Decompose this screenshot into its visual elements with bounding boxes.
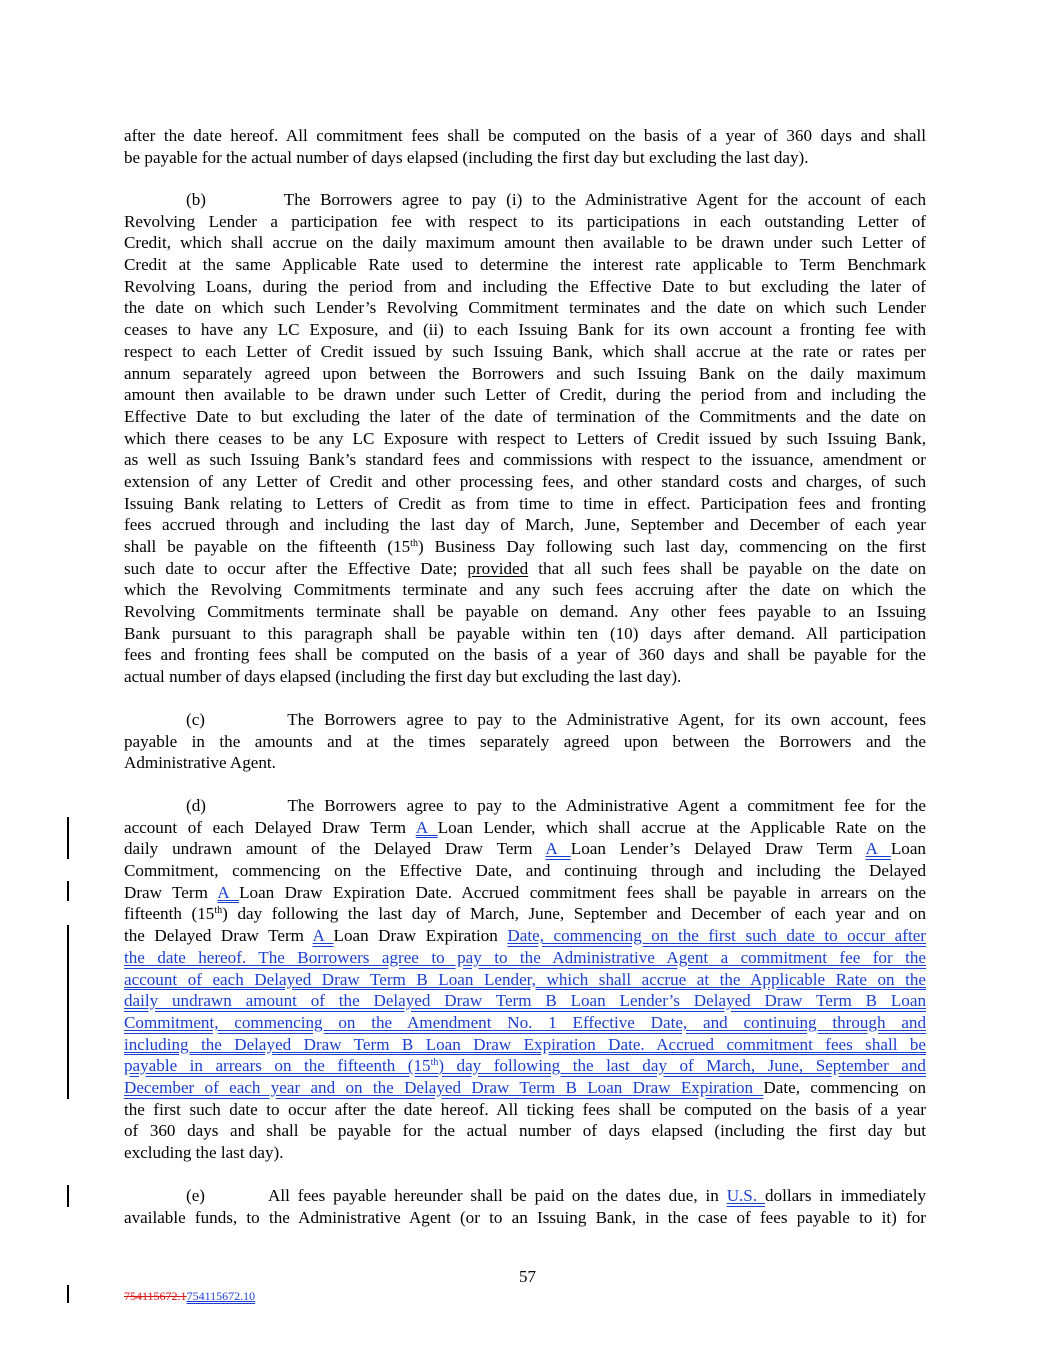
text-run: account of each Delayed Draw Term (124, 817, 416, 837)
text-run: ) day following the last day of March, June, September and (438, 1056, 926, 1076)
text-line: which there ceases to be any LC Exposure with respect to Letters of Credit issued by such Issuing Bank, (124, 428, 926, 448)
text-line: the first such date to occur after the date hereof. All ticking fees shall be computed on the basis of a year (124, 1099, 926, 1119)
text-run: that all such fees shall be payable on the date on (528, 558, 927, 578)
text-line: after the date hereof. All commitment fees shall be computed on the basis of a year of 360 days and shall (124, 126, 926, 145)
paragraph-d (124, 795, 926, 1164)
text-line (124, 1077, 926, 1099)
text-run: Loan Lender, which shall accrue at the Applicable Rate on the (437, 817, 926, 837)
text-line: Issuing Bank relating to Letters of Credit as from time to time in effect. Participation fees and fronting (124, 493, 926, 513)
change-bar (67, 881, 69, 901)
text-line: amount then available to be drawn under such Letter of Credit, during the period from and including the (124, 385, 926, 405)
text-run: Draw Term (124, 882, 218, 902)
text-line: (c) The Borrowers agree to pay to the Administrative Agent, for its own account, fees (186, 710, 926, 729)
text-line: ceases to have any LC Exposure, and (ii) to each Issuing Bank for its own account a fronting fee with (124, 320, 926, 340)
text-line: actual number of days elapsed (including the first day but excluding the last day). (124, 667, 682, 687)
text-run: ) day following the last day of March, June, September and December of each year and on (222, 904, 926, 924)
text-run: Loan Draw Expiration Date. Accrued commitment fees shall be payable in arrears on the (239, 882, 926, 902)
text-line: Credit, which shall accrue on the daily maximum amount then available to be drawn under such Letter of (124, 233, 926, 253)
text-run: dollars in immediately (764, 1186, 927, 1205)
text-run: Loan (890, 839, 926, 859)
text-line (124, 1185, 926, 1207)
paragraph-continuation (124, 125, 926, 168)
inserted-text-line: the date hereof. The Borrowers agree to pay to the Administrative Agent a commitment fee for the (124, 947, 926, 967)
text-run: daily undrawn amount of the Delayed Draw Term (124, 839, 546, 859)
text-line: fees accrued through and including the last day of March, June, September and December of each year (124, 515, 926, 535)
text-line: Administrative Agent. (124, 753, 276, 773)
inserted-text-line: daily undrawn amount of the Delayed Draw Term B Loan Lender’s Delayed Draw Term B Loan (124, 991, 926, 1011)
inserted-text: Date, commencing on the first such date to occur after (507, 926, 926, 946)
text-line: payable in the amounts and at the times separately agreed upon between the Borrowers and the (124, 731, 926, 751)
change-bar (67, 1185, 69, 1207)
deleted-document-id: 754115672.1 (124, 1289, 187, 1303)
text-run: fifteenth (15 (124, 904, 215, 924)
defined-term-provided: provided (467, 558, 529, 578)
text-run: payable in arrears on the fifteenth (15 (124, 1056, 431, 1076)
superscript: th (410, 538, 418, 549)
text-line: be payable for the actual number of days elapsed (including the first day but excluding the last day). (124, 147, 809, 167)
page-number: 57 (519, 1267, 536, 1286)
text-line (124, 925, 926, 947)
text-line: Bank pursuant to this paragraph shall be payable within ten (10) days after demand. All participation (124, 623, 926, 643)
change-bar (67, 925, 69, 1099)
text-line: (b) The Borrowers agree to pay (i) to the Administrative Agent for the account of each (186, 190, 926, 209)
text-line: Credit at the same Applicable Rate used to determine the interest rate applicable to Term Benchmark (124, 255, 926, 275)
text-line: extension of any Letter of Credit and other processing fees, and other standard costs and charges, of such (124, 471, 926, 491)
text-line (124, 558, 926, 580)
text-line: excluding the last day). (124, 1143, 284, 1162)
text-run: the Delayed Draw Term (124, 926, 313, 946)
text-line: fees and fronting fees shall be computed on the basis of a year of 360 days and shall be payable for the (124, 645, 926, 665)
text-line: annum separately agreed upon between the Borrowers and such Issuing Bank on the daily maximum (124, 363, 926, 383)
inserted-text: A (545, 839, 571, 859)
text-line: of 360 days and shall be payable for the actual number of days elapsed (including the first day but (124, 1121, 926, 1141)
text-run: Loan Draw Expiration (333, 926, 508, 946)
inserted-text: U.S. (726, 1186, 765, 1205)
paragraph-c (124, 709, 926, 774)
inserted-text-line: including the Delayed Draw Term B Loan Draw Expiration Date. Accrued commitment fees shall be (124, 1034, 926, 1054)
inserted-text-line (124, 1055, 926, 1077)
document-id-footer (124, 1289, 255, 1304)
text-line: Revolving Loans, during the period from and including the Effective Date to but excluding the later of (124, 276, 926, 296)
text-run: (e) All fees payable hereunder shall be paid on the dates due, in (186, 1186, 727, 1205)
text-run: Loan Lender’s Delayed Draw Term (570, 839, 866, 859)
text-line (124, 838, 926, 860)
text-line: the date on which such Lender’s Revolving Commitment terminates and the date on which such Lender (124, 298, 926, 318)
text-run: such date to occur after the Effective Date; (124, 558, 468, 578)
text-line: Commitment, commencing on the Effective Date, and continuing through and including the Delayed (124, 861, 926, 881)
superscript: th (430, 1057, 439, 1069)
text-line: (d) The Borrowers agree to pay to the Administrative Agent a commitment fee for the (186, 796, 926, 815)
change-bar (67, 817, 69, 859)
inserted-text-line: Commitment, commencing on the Amendment No. 1 Effective Date, and continuing through and (124, 1012, 926, 1032)
text-line: Revolving Commitments terminate shall be payable on demand. Any other fees payable to an Issuing (124, 602, 926, 622)
paragraph-e (124, 1185, 926, 1228)
text-line (124, 882, 926, 904)
text-line: as well as such Issuing Bank’s standard fees and commissions with respect to the issuance, amendment or (124, 450, 926, 470)
inserted-text: A (415, 817, 438, 837)
text-line (124, 903, 926, 925)
text-line (124, 536, 926, 558)
text-run: shall be payable on the fifteenth (15 (124, 537, 411, 556)
inserted-document-id: 754115672.10 (186, 1289, 256, 1303)
superscript: th (214, 905, 223, 917)
inserted-text: A (217, 882, 240, 902)
text-line: which the Revolving Commitments terminate and any such fees accruing after the date on which the (124, 580, 926, 600)
text-line: Revolving Lender a participation fee with respect to its participations in each outstanding Letter of (124, 211, 926, 231)
text-line: Effective Date to but excluding the later of the date of termination of the Commitments and the date on (124, 406, 926, 426)
inserted-text: December of each year and on the Delayed Draw Term B Loan Draw Expiration (124, 1077, 764, 1097)
inserted-text-line: account of each Delayed Draw Term B Loan Lender, which shall accrue at the Applicable Rate on the (124, 969, 926, 989)
inserted-text: A (312, 926, 334, 946)
text-run: ) Business Day following such last day, commencing on the first (417, 537, 926, 556)
text-line: respect to each Letter of Credit issued by such Issuing Bank, which shall accrue at the rate or rates per (124, 341, 926, 361)
text-line: available funds, to the Administrative Agent (or to an Issuing Bank, in the case of fees payable to it) for (124, 1207, 926, 1227)
paragraph-b (124, 189, 926, 688)
change-bar (67, 1285, 69, 1303)
text-line (124, 817, 926, 839)
text-run: Date, commencing on (763, 1077, 926, 1097)
inserted-text: A (865, 839, 891, 859)
